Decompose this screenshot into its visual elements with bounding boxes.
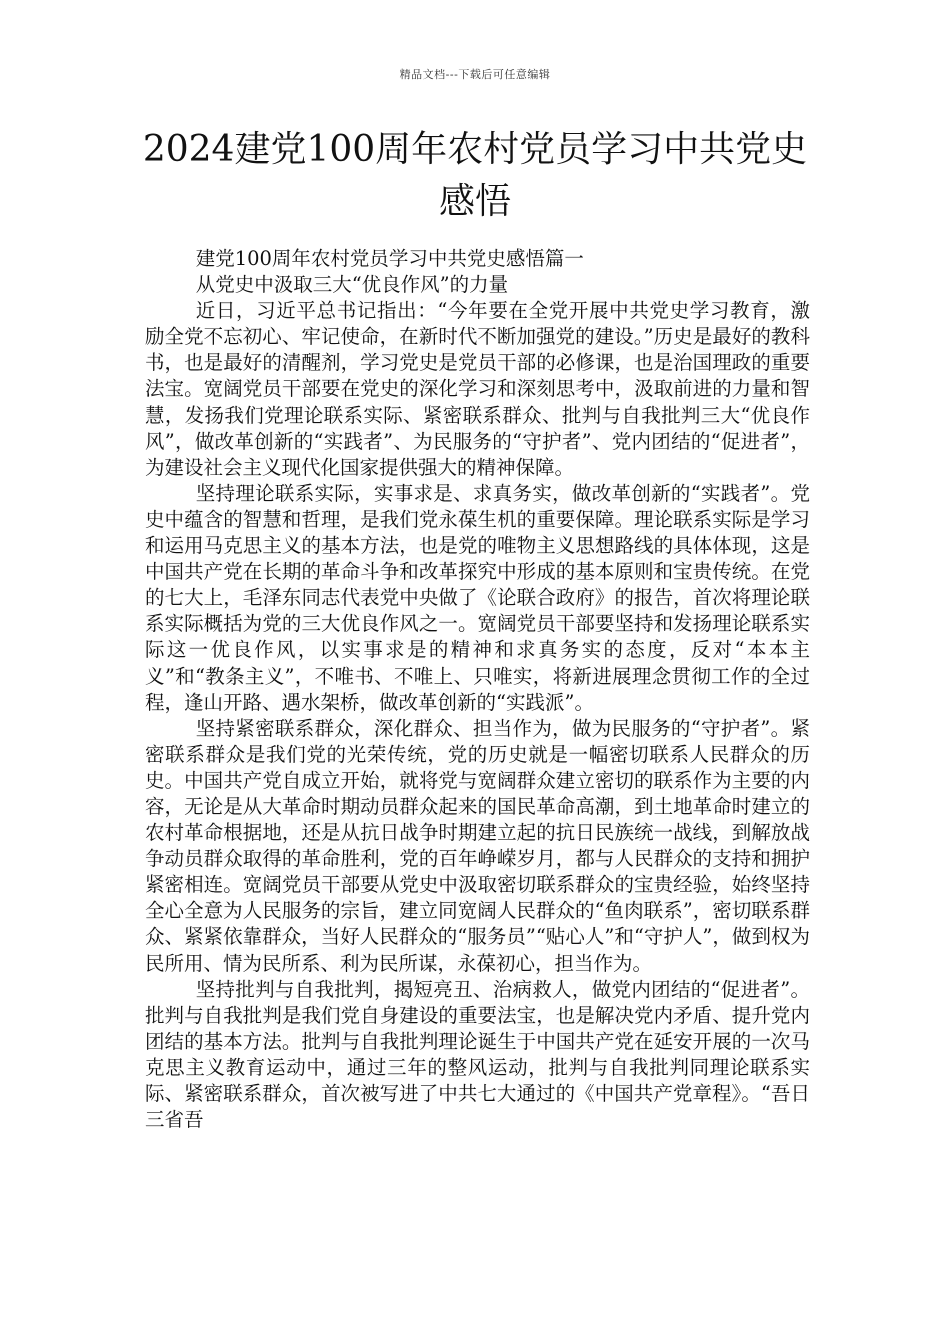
paragraph-subtitle: 建党100周年农村党员学习中共党史感悟篇一 <box>195 247 584 270</box>
paragraph-heading: 从党史中汲取三大“优良作风”的力量 <box>195 273 509 297</box>
paragraph: 坚持紧密联系群众，深化群众、担当作为，做为民服务的“守护者”。紧密联系群众是我们党的光荣传统，党的历史就是一幅密切联系人民群众的历史。中国共产党自成立开始，就将党与宽阔群众建立密切的联系作为主要的内容，无论是从大革命时期动员群众起来的国民革命高潮，到土地革命时建立的农村革命根据地，还是从抗日战争时期建立起的抗日民族统一战线，到解放战争动员群众取得的革命胜利，党的百年峥嵘岁月，都与人民群众的支持和拥护紧密相连。宽阔党员干部要从党史中汲取密切联系群众的宝贵经验，始终坚持全心全意为人民服务的宗旨，建立同宽阔人民群众的“鱼肉联系”，密切联系群众、紧紧依靠群众，当好人民群众的“服务员”“贴心人”和“守护人”，做到权为民所用、情为民所系、利为民所谋，永葆初心，担当作为。 <box>145 716 810 975</box>
document-body <box>145 246 810 1133</box>
paragraph: 坚持理论联系实际，实事求是、求真务实，做改革创新的“实践者”。党史中蕴含的智慧和哲理，是我们党永葆生机的重要保障。理论联系实际是学习和运用马克思主义的基本方法，也是党的唯物主义思想路线的具体体现，这是中国共产党在长期的革命斗争和改革探究中形成的基本原则和宝贵传统。在党的七大上，毛泽东同志代表党中央做了《论联合政府》的报告，首次将理论联系实际概括为党的三大优良作风之一。宽阔党员干部要坚持和发扬理论联系实际这一优良作风，以实事求是的精神和求真务实的态度，反对“本本主义”和“教条主义”，不唯书、不唯上、只唯实，将新进展理念贯彻工作的全过程，逢山开路、遇水架桥，做改革创新的“实践派”。 <box>145 481 810 714</box>
document-title: 2024建党100周年农村党员学习中共党史感悟 <box>142 129 808 222</box>
paragraph: 近日，习近平总书记指出：“今年要在全党开展中共党史学习教育，激励全党不忘初心、牢记使命，在新时代不断加强党的建设。”历史是最好的教科书，也是最好的清醒剂，学习党史是党员干部的必修课，也是治国理政的重要法宝。宽阔党员干部要在党史的深化学习和深刻思考中，汲取前进的力量和智慧，发扬我们党理论联系实际、紧密联系群众、批判与自我批判三大“优良作风”，做改革创新的“实践者”、为民服务的“守护者”、党内团结的“促进者”，为建设社会主义现代化国家提供强大的精神保障。 <box>145 299 810 479</box>
header-note: 精品文档---下载后可任意编辑 <box>399 68 551 81</box>
paragraph: 坚持批判与自我批判，揭短亮丑、治病救人，做党内团结的“促进者”。批判与自我批判是我们党自身建设的重要法宝，也是解决党内矛盾、提升党内团结的基本方法。批判与自我批判理论诞生于中国共产党在延安开展的一次马克思主义教育运动中，通过三年的整风运动，批判与自我批判同理论联系实际、紧密联系群众，首次被写进了中共七大通过的《中国共产党章程》。“吾日三省吾 <box>145 977 810 1132</box>
